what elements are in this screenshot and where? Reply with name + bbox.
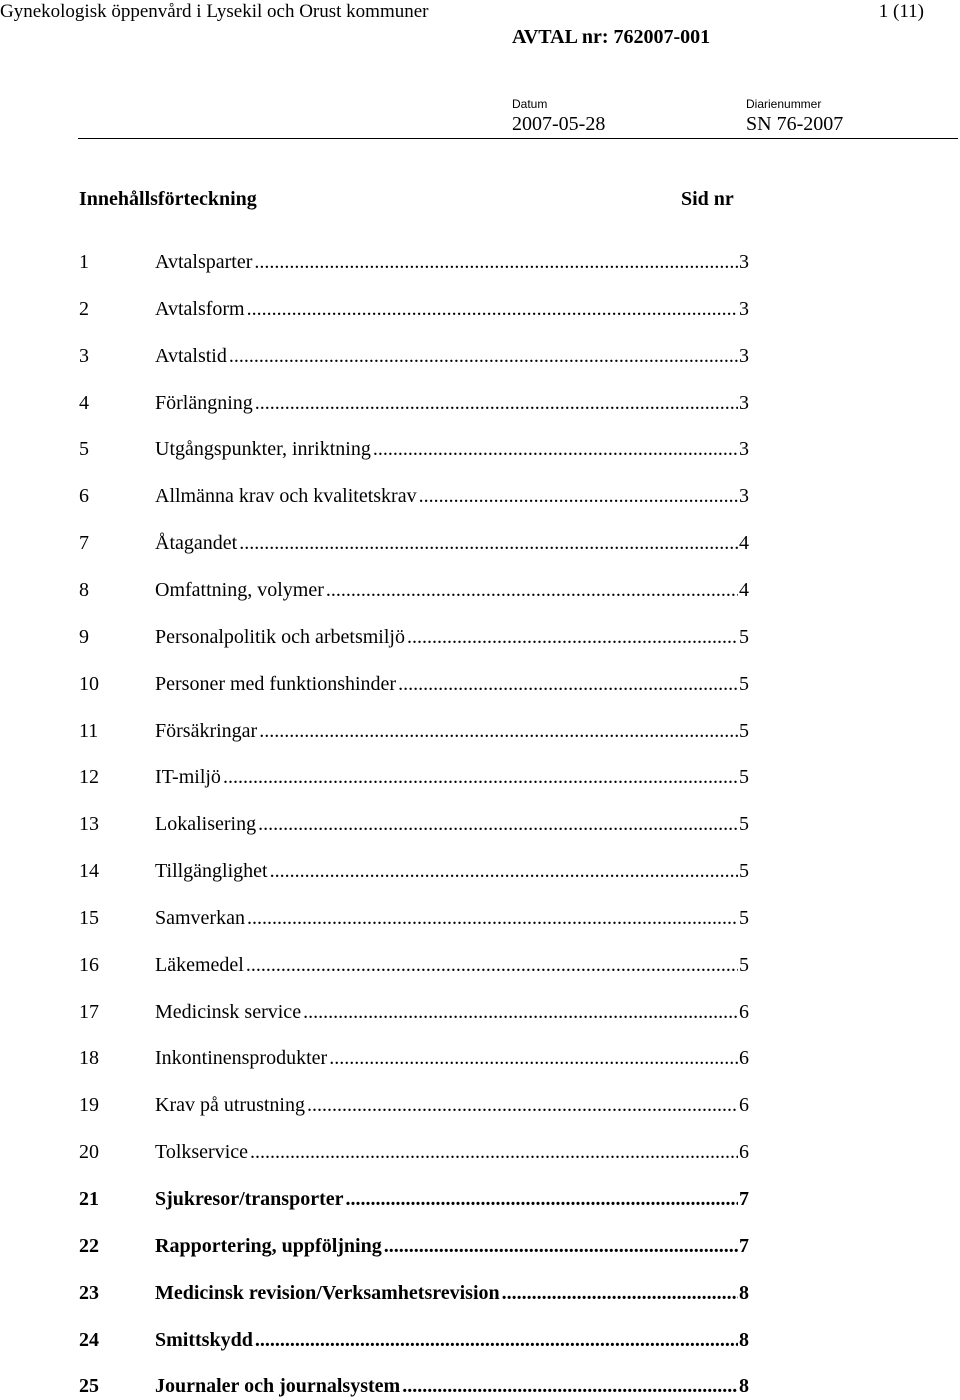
toc-dot-leader (250, 1140, 738, 1164)
toc-entry-title[interactable]: Avtalsparter (155, 251, 253, 273)
toc-dot-leader (270, 859, 738, 883)
toc-entry-number: 14 (79, 860, 99, 883)
toc-entry-page: 6 (739, 1047, 749, 1070)
toc-dot-leader (229, 344, 738, 368)
toc-entry-page: 8 (739, 1375, 749, 1398)
toc-dot-leader (402, 1374, 738, 1398)
toc-entry-title[interactable]: Personalpolitik och arbetsmiljö (155, 625, 405, 648)
toc-entry-number: 1 (79, 251, 89, 273)
toc-entry[interactable] (79, 953, 749, 977)
toc-entry[interactable] (79, 672, 749, 696)
toc-entry[interactable] (79, 812, 749, 836)
toc-entry-title[interactable]: Avtalstid (155, 344, 227, 367)
toc-entry-number: 25 (79, 1375, 99, 1398)
toc-entry-page: 6 (739, 1141, 749, 1164)
toc-entry-title[interactable]: IT-miljö (155, 766, 221, 789)
toc-dot-leader (259, 719, 738, 743)
toc-entry[interactable] (79, 1140, 749, 1164)
toc-entry-title[interactable]: Allmänna krav och kvalitetskrav (155, 485, 417, 508)
toc-entry-page: 5 (739, 719, 749, 742)
toc-entry-page: 4 (739, 578, 749, 601)
toc-entry-title[interactable]: Omfattning, volymer (155, 578, 324, 601)
toc-entry-number: 21 (79, 1188, 99, 1210)
toc-title: Innehållsförteckning (79, 188, 257, 210)
toc-entry-number: 11 (79, 719, 99, 742)
registration-label: Diarienummer (746, 97, 822, 111)
toc-entry-number: 22 (79, 1234, 99, 1257)
toc-dot-leader (303, 1000, 738, 1024)
agreement-number: AVTAL nr: 762007-001 (512, 26, 711, 48)
toc-entry-title[interactable]: Avtalsform (155, 297, 245, 320)
toc-entry-page: 3 (739, 297, 749, 320)
toc-entry[interactable] (79, 297, 749, 321)
toc-entry[interactable] (79, 250, 749, 274)
toc-entry[interactable] (79, 484, 749, 508)
toc-entry[interactable] (79, 1000, 749, 1024)
toc-dot-leader (223, 765, 738, 789)
toc-dot-leader (247, 297, 738, 321)
toc-entry-page: 3 (739, 344, 749, 367)
toc-entry[interactable] (79, 391, 749, 415)
toc-entry[interactable] (79, 578, 749, 602)
toc-entry[interactable] (79, 1187, 749, 1211)
toc-entry-title[interactable]: Smittskydd (155, 1328, 253, 1351)
toc-entry-title[interactable]: Tillgänglighet (155, 860, 268, 883)
date-label: Datum (512, 97, 548, 111)
toc-dot-leader (407, 625, 738, 649)
toc-entry-number: 7 (79, 532, 89, 555)
toc-dot-leader (239, 531, 738, 555)
toc-dot-leader (326, 578, 738, 602)
toc-entry-number: 23 (79, 1281, 99, 1304)
toc-dot-leader (502, 1281, 738, 1305)
toc-entry-title[interactable]: Medicinsk revision/Verksamhetsrevision (155, 1281, 500, 1304)
toc-entry-page: 3 (739, 438, 749, 461)
toc-entry-page: 8 (739, 1281, 749, 1304)
toc-dot-leader (398, 672, 738, 696)
toc-dot-leader (329, 1046, 738, 1070)
toc-entry-page: 5 (739, 766, 749, 789)
toc-entry-title[interactable]: Försäkringar (155, 719, 258, 742)
toc-entry-page: 5 (739, 672, 749, 695)
organization-name: Gynekologisk öppenvård i Lysekil och Orust kommuner (0, 1, 429, 22)
toc-entry[interactable] (79, 1046, 749, 1070)
toc-entry-page: 8 (739, 1328, 749, 1351)
toc-entry-number: 20 (79, 1141, 99, 1164)
toc-entry[interactable] (79, 1093, 749, 1117)
toc-entry-page: 5 (739, 953, 749, 976)
toc-dot-leader (246, 953, 738, 977)
toc-entry-title[interactable]: Medicinsk service (155, 1000, 302, 1023)
toc-entry-page: 3 (739, 391, 749, 414)
toc-entry-page: 6 (739, 1094, 749, 1117)
toc-entry[interactable] (79, 1234, 749, 1258)
toc-entry-title[interactable]: Inkontinensprodukter (155, 1047, 328, 1070)
toc-entry[interactable] (79, 625, 749, 649)
toc-entry[interactable] (79, 344, 749, 368)
toc-entry[interactable] (79, 906, 749, 930)
toc-entry-number: 15 (79, 906, 99, 929)
toc-entry-number: 6 (79, 485, 89, 508)
toc-dot-leader (373, 437, 738, 461)
toc-entry[interactable] (79, 859, 749, 883)
toc-entry-title[interactable]: Journaler och journalsystem (155, 1375, 401, 1398)
toc-entry-page: 5 (739, 860, 749, 883)
toc-entry[interactable] (79, 765, 749, 789)
toc-entry-page: 5 (739, 813, 749, 836)
toc-dot-leader (254, 250, 738, 274)
toc-entry-title[interactable]: Rapportering, uppföljning (155, 1234, 382, 1257)
toc-entry-title[interactable]: Förlängning (155, 391, 253, 414)
toc-entry-page: 3 (739, 485, 749, 508)
toc-entry-number: 13 (79, 813, 99, 836)
toc-entry-number: 17 (79, 1000, 99, 1023)
toc-page-column-header: Sid nr (681, 188, 734, 210)
toc-dot-leader (384, 1234, 738, 1258)
toc-entry-title[interactable]: Läkemedel (155, 953, 244, 976)
toc-dot-leader (307, 1093, 738, 1117)
toc-entry-page: 4 (739, 532, 749, 555)
toc-entry-page: 3 (739, 251, 749, 273)
toc-entry-number: 2 (79, 297, 89, 320)
toc-entry-page: 7 (739, 1234, 749, 1257)
toc-entry[interactable] (79, 1281, 749, 1305)
toc-dot-leader (247, 906, 738, 930)
toc-entry[interactable] (79, 1328, 749, 1352)
toc-entry[interactable] (79, 1374, 749, 1398)
toc-entry[interactable] (79, 531, 749, 555)
toc-entry-number: 9 (79, 625, 89, 648)
toc-entry-title[interactable]: Åtagandet (155, 532, 238, 555)
toc-list (79, 0, 749, 1400)
toc-entry[interactable] (79, 719, 749, 743)
toc-entry-number: 4 (79, 391, 89, 414)
toc-entry-page: 6 (739, 1000, 749, 1023)
toc-entry-number: 10 (79, 672, 99, 695)
toc-dot-leader (258, 812, 738, 836)
toc-entry-title[interactable]: Personer med funktionshinder (155, 672, 397, 695)
toc-entry-number: 24 (79, 1328, 99, 1351)
toc-entry-number: 5 (79, 438, 89, 461)
toc-entry-page: 5 (739, 625, 749, 648)
toc-dot-leader (419, 484, 738, 508)
toc-entry-page: 7 (739, 1188, 749, 1210)
toc-entry-number: 3 (79, 344, 89, 367)
toc-entry-number: 19 (79, 1094, 99, 1117)
toc-entry[interactable] (79, 437, 749, 461)
toc-entry-number: 8 (79, 578, 89, 601)
toc-entry-number: 16 (79, 953, 99, 976)
toc-entry-title[interactable]: Krav på utrustning (155, 1094, 305, 1117)
date-value: 2007-05-28 (512, 113, 606, 135)
registration-value: SN 76-2007 (746, 113, 844, 135)
toc-entry-page: 5 (739, 906, 749, 929)
toc-entry-number: 18 (79, 1047, 99, 1070)
toc-dot-leader (346, 1187, 739, 1211)
toc-entry-title[interactable]: Lokalisering (155, 813, 257, 836)
toc-dot-leader (255, 391, 738, 415)
toc-entry-title[interactable]: Tolkservice (155, 1141, 249, 1164)
toc-dot-leader (255, 1328, 738, 1352)
page-number: 1 (11) (878, 1, 924, 22)
toc-entry-title[interactable]: Sjukresor/transporter (155, 1188, 344, 1210)
toc-entry-number: 12 (79, 766, 99, 789)
toc-entry-title[interactable]: Samverkan (155, 906, 245, 929)
toc-entry-title[interactable]: Utgångspunkter, inriktning (155, 438, 371, 461)
